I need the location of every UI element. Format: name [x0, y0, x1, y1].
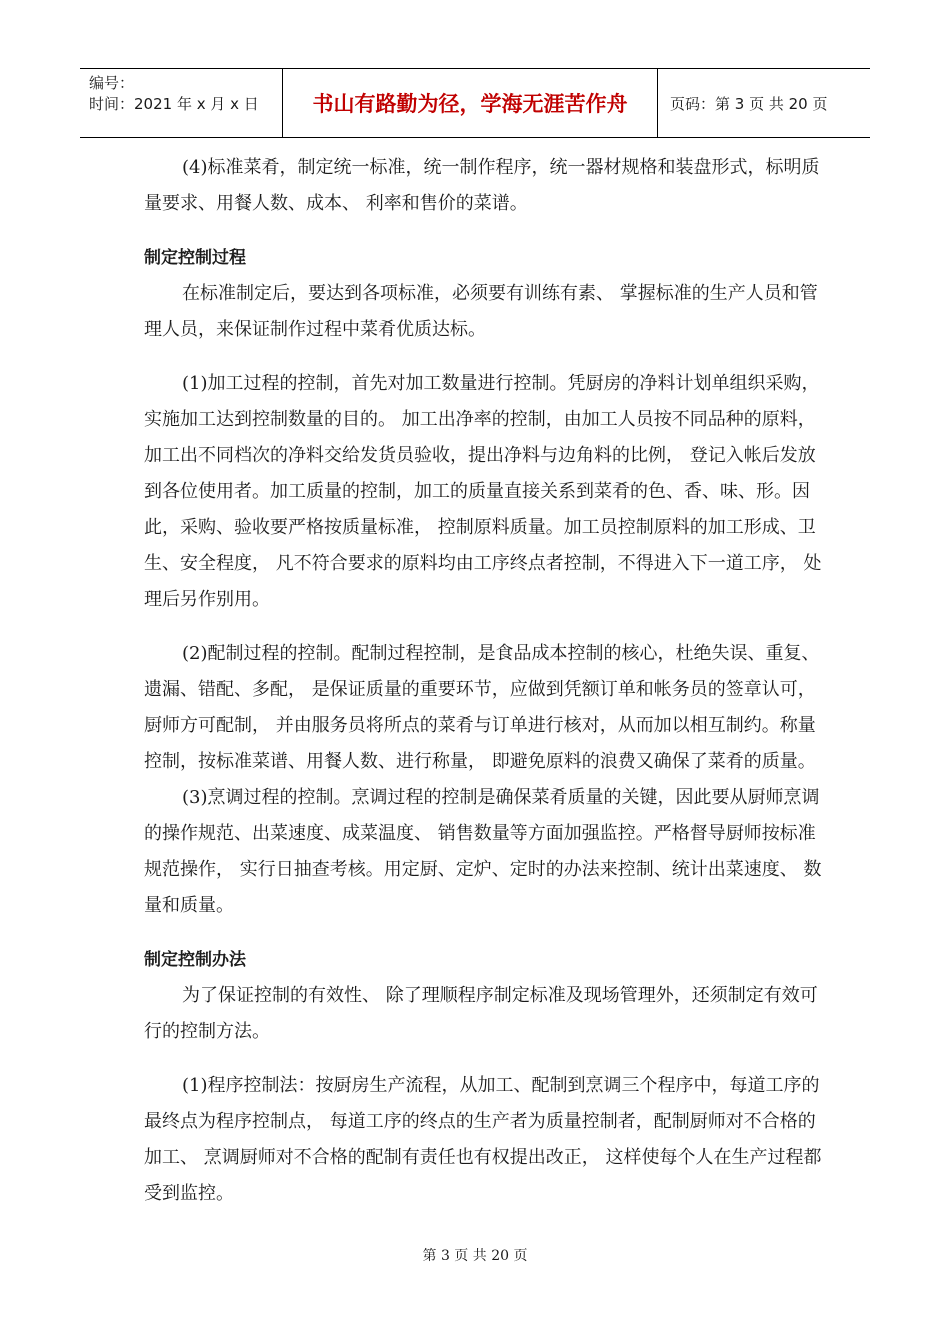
header-page-cell	[658, 69, 870, 137]
document-body	[144, 150, 824, 1212]
header-page-number: 页码：第 3 页 共 20 页	[670, 94, 828, 113]
heading-control-process: 制定控制过程	[144, 248, 246, 268]
paragraph-cooking-control: (3)烹调过程的控制。烹调过程的控制是确保菜肴质量的关键，因此要从厨师烹调的操作规范、出菜速度、成菜温度、 销售数量等方面加强监控。严格督导厨师按标准规范操作， 实行日抽查考核。用定厨、定炉、定时的办法来控制、统计出菜速度、 数量和质量。	[144, 787, 822, 916]
paragraph-standard-dishes: (4)标准菜肴，制定统一标准，统一制作程序，统一器材规格和装盘形式，标明质量要求、用餐人数、成本、 利率和售价的菜谱。	[144, 157, 820, 214]
paragraph-process-intro: 在标准制定后，要达到各项标准，必须要有训练有素、 掌握标准的生产人员和管理人员，来保证制作过程中菜肴优质达标。	[144, 283, 818, 340]
paragraph-processing-control: (1)加工过程的控制，首先对加工数量进行控制。凭厨房的净料计划单组织采购，实施加工达到控制数量的目的。 加工出净率的控制，由加工人员按不同品种的原料， 加工出不同档次的净料交给发货员验收，提出净料与边角料的比例， 登记入帐后发放到各位使用者。加工质量的控制，加工的质量直接关系到菜肴的色、香、味、形。因此，采购、验收要严格按质量标准， 控制原料质量。加工员控制原料的加工形成、卫生、安全程度， 凡不符合要求的原料均由工序终点者控制，不得进入下一道工序， 处理后另作别用。	[144, 373, 822, 610]
paragraph-procedure-control: (1)程序控制法：按厨房生产流程，从加工、配制到烹调三个程序中，每道工序的最终点为程序控制点， 每道工序的终点的生产者为质量控制者，配制厨师对不合格的加工、 烹调厨师对不合格的配制有责任也有权提出改正， 这样使每个人在生产过程都受到监控。	[144, 1075, 822, 1204]
page-header	[80, 68, 870, 138]
header-motto: 书山有路勤为径，学海无涯苦作舟	[312, 92, 628, 116]
header-motto-cell	[283, 69, 658, 137]
page-footer: 第 3 页 共 20 页	[422, 1248, 528, 1264]
paragraph-preparation-control: (2)配制过程的控制。配制过程控制，是食品成本控制的核心，杜绝失误、重复、遗漏、错配、多配， 是保证质量的重要环节，应做到凭额订单和帐务员的签章认可，厨师方可配制， 并由服务员将所点的菜肴与订单进行核对，从而加以相互制约。称量控制，按标准菜谱、用餐人数、进行称量， 即避免原料的浪费又确保了菜肴的质量。	[144, 643, 820, 772]
document-number-label: 编号：	[89, 74, 135, 92]
header-meta	[80, 69, 283, 137]
paragraph-methods-intro: 为了保证控制的有效性、 除了理顺程序制定标准及现场管理外，还须制定有效可行的控制方法。	[144, 985, 818, 1042]
document-time-label: 时间：2021 年 x 月 x 日	[89, 95, 259, 113]
heading-control-methods: 制定控制办法	[144, 950, 246, 970]
